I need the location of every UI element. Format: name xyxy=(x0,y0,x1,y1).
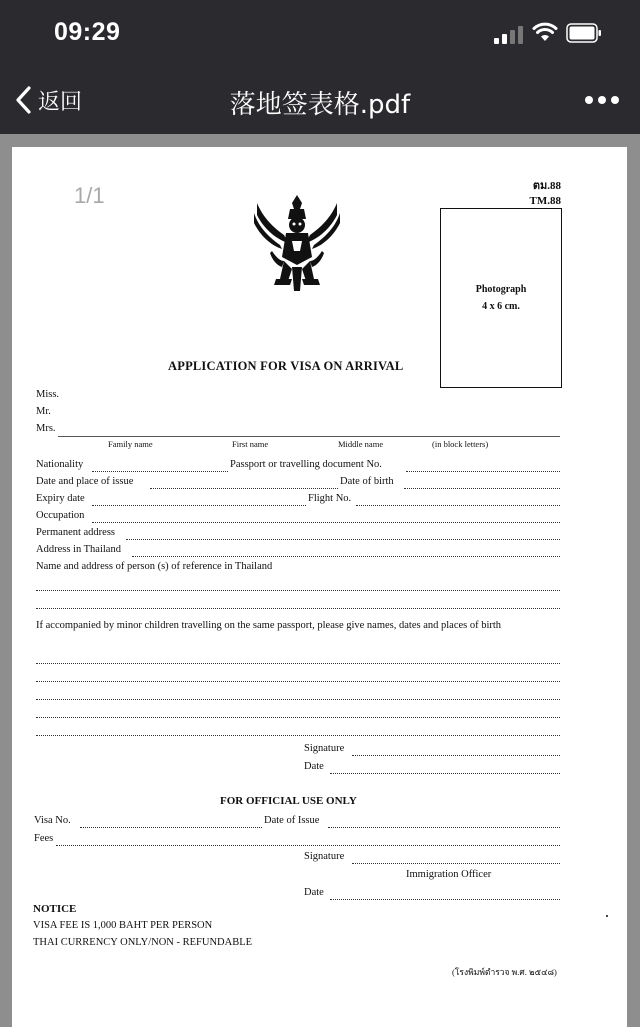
date-place-issue-field[interactable] xyxy=(150,488,338,489)
status-bar xyxy=(0,0,640,66)
printer-note: (โรงพิมพ์ตำรวจ พ.ศ. ๒๕๔๘) xyxy=(452,967,557,977)
date-place-issue-label: Date and place of issue xyxy=(36,476,134,487)
pdf-viewer[interactable] xyxy=(0,134,640,1023)
back-button[interactable] xyxy=(14,84,82,116)
title-mr: Mr. xyxy=(36,406,51,417)
children-line-4[interactable] xyxy=(36,717,560,718)
children-line-1[interactable] xyxy=(36,663,560,664)
flight-no-label: Flight No. xyxy=(308,493,352,504)
officer-signature-label: Signature xyxy=(304,851,345,862)
officer-date-label: Date xyxy=(304,887,324,898)
photo-box xyxy=(440,208,562,388)
status-time: 09:29 xyxy=(54,18,121,46)
document-title: 落地签表格.pdf xyxy=(229,90,411,120)
occupation-label: Occupation xyxy=(36,510,85,521)
expiry-date-field[interactable] xyxy=(92,505,306,506)
chevron-left-icon xyxy=(14,85,34,115)
block-letters-sublabel: (in block letters) xyxy=(432,439,489,449)
cellular-signal-icon xyxy=(494,24,524,44)
more-options-icon[interactable] xyxy=(584,94,620,106)
children-line-2[interactable] xyxy=(36,681,560,682)
photo-label: Photograph xyxy=(475,284,527,295)
scan-speck xyxy=(606,915,608,917)
children-line-3[interactable] xyxy=(36,699,560,700)
visa-no-field[interactable] xyxy=(80,827,262,828)
reference-person-label: Name and address of person (s) of reference in Thailand xyxy=(36,561,273,572)
permanent-address-label: Permanent address xyxy=(36,527,116,538)
form-code xyxy=(530,179,561,209)
permanent-address-field[interactable] xyxy=(126,539,560,540)
title-mrs: Mrs. xyxy=(36,423,56,434)
officer-signature-field[interactable] xyxy=(352,863,560,864)
middle-name-sublabel: Middle name xyxy=(338,439,384,449)
passport-field[interactable] xyxy=(406,471,560,472)
date-of-issue-label: Date of Issue xyxy=(264,815,320,826)
immigration-officer-label: Immigration Officer xyxy=(406,869,492,880)
back-label: 返回 xyxy=(38,89,83,115)
reference-line-1[interactable] xyxy=(36,590,560,591)
applicant-date-label: Date xyxy=(304,761,324,772)
wifi-icon xyxy=(532,21,558,43)
battery-icon xyxy=(566,23,602,43)
photo-size: 4 x 6 cm. xyxy=(482,301,520,312)
notice-heading: NOTICE xyxy=(33,903,77,915)
form-code-english: TM.88 xyxy=(529,195,561,207)
official-use-title: FOR OFFICIAL USE ONLY xyxy=(220,795,357,807)
nationality-field[interactable] xyxy=(92,471,228,472)
first-name-sublabel: First name xyxy=(232,439,269,449)
date-of-birth-label: Date of birth xyxy=(340,476,394,487)
applicant-signature-label: Signature xyxy=(304,743,345,754)
family-name-sublabel: Family name xyxy=(108,439,153,449)
fees-label: Fees xyxy=(34,833,54,844)
address-thailand-label: Address in Thailand xyxy=(36,544,121,555)
nationality-label: Nationality xyxy=(36,459,84,470)
officer-date-field[interactable] xyxy=(330,899,560,900)
navigation-bar xyxy=(0,66,640,134)
notice-line-2: THAI CURRENCY ONLY/NON - REFUNDABLE xyxy=(33,937,253,948)
date-of-birth-field[interactable] xyxy=(404,488,560,489)
expiry-date-label: Expiry date xyxy=(36,493,85,504)
title-miss: Miss. xyxy=(36,389,60,400)
form-code-thai: ตม.88 xyxy=(532,180,561,192)
name-line[interactable] xyxy=(58,436,560,437)
form-title: APPLICATION FOR VISA ON ARRIVAL xyxy=(168,359,404,373)
reference-line-2[interactable] xyxy=(36,608,560,609)
applicant-signature-field[interactable] xyxy=(352,755,560,756)
applicant-date-field[interactable] xyxy=(330,773,560,774)
flight-no-field[interactable] xyxy=(356,505,560,506)
notice-line-1: VISA FEE IS 1,000 BAHT PER PERSON xyxy=(33,920,213,931)
passport-label: Passport or travelling document No. xyxy=(230,459,382,470)
date-of-issue-field[interactable] xyxy=(328,827,560,828)
children-instruction: If accompanied by minor children travelling on the same passport, please give names, dates and places of birth xyxy=(36,620,502,631)
garuda-emblem-icon xyxy=(252,195,342,293)
address-thailand-field[interactable] xyxy=(132,556,560,557)
children-line-5[interactable] xyxy=(36,735,560,736)
pdf-page xyxy=(12,147,627,1027)
page-indicator: 1/1 xyxy=(74,183,105,208)
visa-no-label: Visa No. xyxy=(34,815,71,826)
fees-field[interactable] xyxy=(56,845,560,846)
occupation-field[interactable] xyxy=(92,522,560,523)
